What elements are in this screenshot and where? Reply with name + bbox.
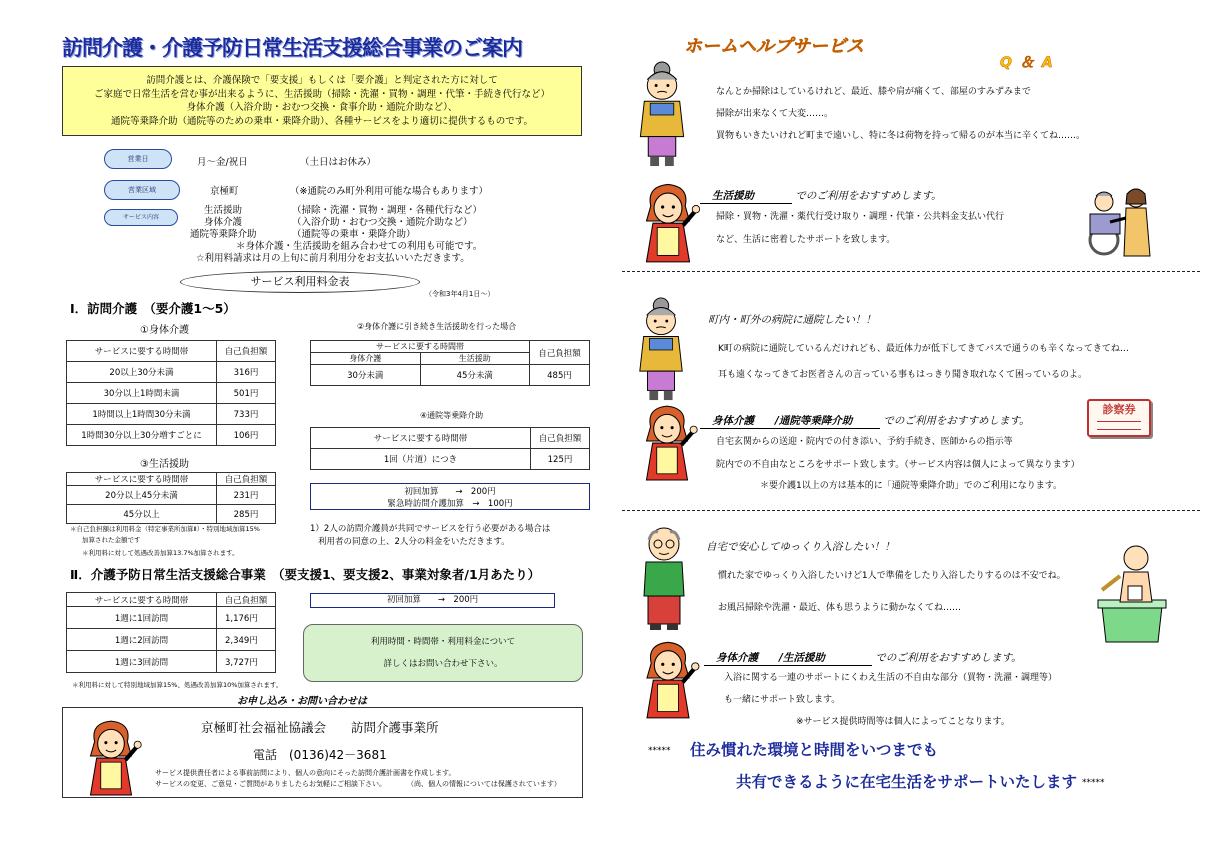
table-header: サービスに要する時間帯: [67, 341, 217, 362]
table-cell: 45分未満: [420, 365, 530, 386]
fee-note: 加算された金額です: [82, 536, 141, 544]
table-cell: 20以上30分未満: [67, 362, 217, 383]
table-cell: 501円: [217, 383, 276, 404]
contact-note: サービスの変更、ご意見・ご質問がありましたらお気軽にご相談下さい。 （尚、個人の情報については保護されています）: [155, 780, 561, 788]
service-name: 通院等乗降介助: [190, 229, 257, 240]
table-header: 生活援助: [420, 353, 530, 365]
table-header: 自己負担額: [530, 341, 590, 365]
elderly-woman-icon: [632, 60, 692, 168]
business-days-value: 月～金/祝日: [197, 157, 248, 168]
table-cell: 485円: [530, 365, 590, 386]
answer-service: 身体介護 /生活援助: [704, 650, 872, 666]
table-cell: 106円: [217, 425, 276, 446]
elderly-woman-icon: [630, 296, 692, 402]
two-person-note: 1）2人の訪問介護員が共同でサービスを行う必要がある場合は: [310, 524, 551, 534]
inquiry-box: [303, 624, 583, 682]
transport-table: [310, 427, 590, 470]
table-cell: 2,349円: [217, 629, 276, 651]
service-name: 身体介護: [204, 217, 243, 228]
table-cell: 1時間以上1時間30分未満: [67, 404, 217, 425]
clinic-card-icon: [1087, 399, 1151, 437]
business-days-note: （土日はお休み）: [300, 157, 377, 168]
intro-line: 通院等乗降介助（通院等のための乗車・乗降介助）、各種サービスをより適切に提供するものです。: [111, 115, 533, 127]
elderly-man-icon: [634, 522, 694, 632]
table-header: 自己負担額: [531, 428, 590, 449]
badge-label: 診察券: [1102, 403, 1136, 416]
table-cell: 316円: [217, 362, 276, 383]
answer-text: ＊要介護1以上の方は基本的に「通院等乗降介助」でのご利用になります。: [760, 481, 1063, 491]
answer-note: ※サービス提供時間等は個人によってことなります。: [796, 717, 1010, 727]
answer-heading: [700, 413, 1030, 429]
question-text: 買物もいきたいけれど町まで遠いし、特に冬は荷物を持って帰るのが本当に辛くてね……。: [716, 131, 1086, 141]
divider: [622, 271, 1200, 272]
table-cell: 231円: [217, 486, 276, 505]
slogan-line: 共有できるように在宅生活をサポートいたします: [736, 773, 1078, 791]
question-headline: 自宅で安心してゆっくり入浴したい！！: [706, 541, 895, 553]
physical-care-table: [66, 340, 276, 446]
fee-note: ＊利用料に対して処遇改善加算13.7%加算されます。: [82, 549, 239, 557]
table-cell: 1時間30分以上30分増すごとに: [67, 425, 217, 446]
table-cell: 30分以上1時間未満: [67, 383, 217, 404]
answer-service: 生活援助: [700, 188, 792, 204]
contact-phone: 電話 (0136)42－3681: [253, 748, 387, 762]
service-area-note: （※通院のみ町外利用可能な場合もあります）: [290, 186, 488, 197]
info-note: ＊身体介護・生活援助を組み合わせての利用も可能です。: [236, 241, 483, 252]
bath-icon: [1092, 536, 1172, 646]
answer-text: 入浴に関する一連のサポートにくわえ生活の不自由な部分（買物・洗濯・調理等）: [724, 673, 1058, 683]
answer-suffix: でのご利用をおすすめします。: [875, 652, 1022, 664]
right-title-qa: Q＆A: [1000, 55, 1061, 71]
contact-note: サービス提供責任者による事前訪問により、個人の意向にそった訪問介護計画書を作成します。: [155, 769, 456, 777]
table-header: サービスに要する時間帯: [311, 428, 531, 449]
left-title: 訪問介護・介護予防日常生活支援総合事業のご案内: [62, 36, 522, 60]
table-cell: 1,176円: [217, 607, 276, 629]
question-text: なんとか掃除はしているけれど、最近、膝や肩が痛くて、部屋のすみずみまで: [716, 87, 1031, 97]
service-desc: （掃除・洗濯・買物・調理・各種代行など）: [292, 205, 483, 216]
section-heading: Ⅱ．介護予防日常生活支援総合事業 （要支援1、要支援2、事業対象者/1月あたり）: [70, 567, 541, 582]
slogan-line: 住み慣れた環境と時間をいつまでも: [690, 741, 939, 759]
two-person-note: 利用者の同意の上、2人分の料金をいただきます。: [318, 537, 510, 547]
service-name: 生活援助: [204, 205, 243, 216]
info-note: ☆利用料請求は月の上旬に前月利用分をお支払いいただきます。: [196, 253, 470, 264]
table-header: 自己負担額: [217, 473, 276, 486]
contact-heading: お申し込み・お問い合わせは: [237, 696, 367, 707]
table-title: ①身体介護: [140, 325, 189, 336]
helper-icon: [76, 715, 146, 797]
answer-service: 身体介護 /通院等乗降介助: [700, 413, 880, 429]
answer-text: も一緒にサポート致します。: [724, 695, 841, 705]
table-title: ③生活援助: [140, 459, 189, 470]
table-cell: 1回（片道）につき: [311, 449, 531, 470]
fee-table-title: サービス利用料金表: [180, 271, 420, 293]
addition-line: 緊急時訪問介護加算 → 100円: [387, 499, 513, 509]
combined-care-table: [310, 340, 590, 386]
inquiry-line: 詳しくはお問い合わせ下さい。: [383, 659, 503, 669]
table-title: ④通院等乗降介助: [420, 411, 484, 420]
question-text: 耳も遠くなってきてお医者さんの言っている事もはっきり聞き取れなくて困っているのよ。: [718, 370, 1088, 380]
prevention-table: [66, 592, 276, 673]
inquiry-line: 利用時間・時間帯・利用料金について: [370, 637, 516, 647]
service-area-value: 京極町: [210, 186, 239, 197]
intro-box: [62, 66, 582, 136]
answer-heading: [700, 188, 942, 204]
answer-text: 自宅玄関からの送迎・院内での付き添い、予約手続き、医師からの指示等: [716, 437, 1013, 447]
fee-note: ＊利用料に対して特別地域加算15%、処遇改善加算10%加算されます。: [72, 681, 283, 689]
answer-suffix: でのご利用をおすすめします。: [883, 415, 1030, 427]
table-header: 自己負担額: [217, 341, 276, 362]
pill-business-days: 営業日: [104, 149, 172, 169]
daily-support-table: [66, 472, 276, 524]
table-header: サービスに要する時間帯: [67, 593, 217, 607]
question-text: K町の病院に通院しているんだけれども、最近体力が低下してきてバスで通うのも辛くなってきてね…: [718, 344, 1129, 354]
fee-date: （令和3年4月1日～）: [425, 290, 495, 298]
contact-organization: 京極町社会福祉協議会 訪問介護事業所: [201, 720, 439, 735]
table-cell: 285円: [217, 505, 276, 524]
right-title: ホームヘルプサービス: [684, 36, 864, 57]
question-text: お風呂掃除や洗濯・最近、体も思うように動かなくてね……: [718, 603, 962, 613]
question-text: 掃除が出来なくて大変……。: [716, 109, 834, 119]
table-header: サービスに要する時間帯: [67, 473, 217, 486]
question-text: 慣れた家でゆっくり入浴したいけど1人で準備をしたり入浴したりするのは不安でね。: [718, 571, 1066, 581]
table-cell: 3,727円: [217, 651, 276, 673]
question-headline: 町内・町外の病院に通院したい！！: [708, 314, 876, 326]
service-desc: （通院等の乗車・乗降介助）: [292, 229, 416, 240]
helper-icon: [632, 400, 702, 482]
divider: [622, 510, 1200, 511]
intro-line: ご家庭で日常生活を営む事が出来るように、生活援助（掃除・洗濯・買物・調理・代筆・手続き代行など）: [93, 88, 550, 100]
answer-suffix: でのご利用をおすすめします。: [795, 190, 942, 202]
table-cell: 1週に3回訪問: [67, 651, 217, 673]
table-title: ②身体介護に引き続き生活援助を行った場合: [357, 322, 517, 331]
table-header: サービスに要する時間帯: [311, 341, 530, 353]
answer-text: 院内での不自由なところをサポート致します。（サービス内容は個人によって異なります）: [716, 460, 1080, 470]
pill-service-content: サービス内容: [104, 209, 178, 226]
helper-icon: [632, 178, 704, 264]
table-cell: 733円: [217, 404, 276, 425]
caregiver-wheelchair-icon: [1080, 180, 1160, 260]
table-cell: 30分未満: [311, 365, 421, 386]
table-cell: 1週に2回訪問: [67, 629, 217, 651]
table-cell: 20分以上45分未満: [67, 486, 217, 505]
addition-box: [310, 483, 590, 510]
intro-line: 身体介護（入浴介助・おむつ交換・食事介助・通院介助など）、: [186, 102, 458, 113]
addition-box: 初回加算 → 200円: [310, 593, 555, 608]
section-heading: Ⅰ．訪問介護 （要介護1～5）: [70, 301, 236, 316]
table-header: 自己負担額: [217, 593, 276, 607]
answer-heading: [704, 650, 1022, 666]
table-header: 身体介護: [311, 353, 421, 365]
table-cell: 45分以上: [67, 505, 217, 524]
answer-text: など、生活に密着したサポートを致します。: [716, 235, 896, 245]
addition-line: 初回加算 → 200円: [404, 487, 496, 497]
table-cell: 1週に1回訪問: [67, 607, 217, 629]
slogan-stars: *****: [1082, 778, 1105, 788]
service-desc: （入浴介助・おむつ交換・通院介助など）: [292, 217, 473, 228]
fee-note: ＊自己負担額は利用料金（特定事業所加算Ⅱ）・特別地域加算15%: [70, 525, 260, 533]
helper-icon: [632, 636, 704, 720]
table-cell: 125円: [531, 449, 590, 470]
slogan-stars: *****: [648, 746, 671, 756]
intro-line: 訪問介護とは、介護保険で「要支援」もしくは「要介護」と判定された方に対して: [146, 75, 498, 86]
pill-service-area: 営業区域: [104, 180, 180, 200]
answer-text: 掃除・買物・洗濯・薬代行受け取り・調理・代筆・公共料金支払い代行: [716, 212, 1005, 222]
